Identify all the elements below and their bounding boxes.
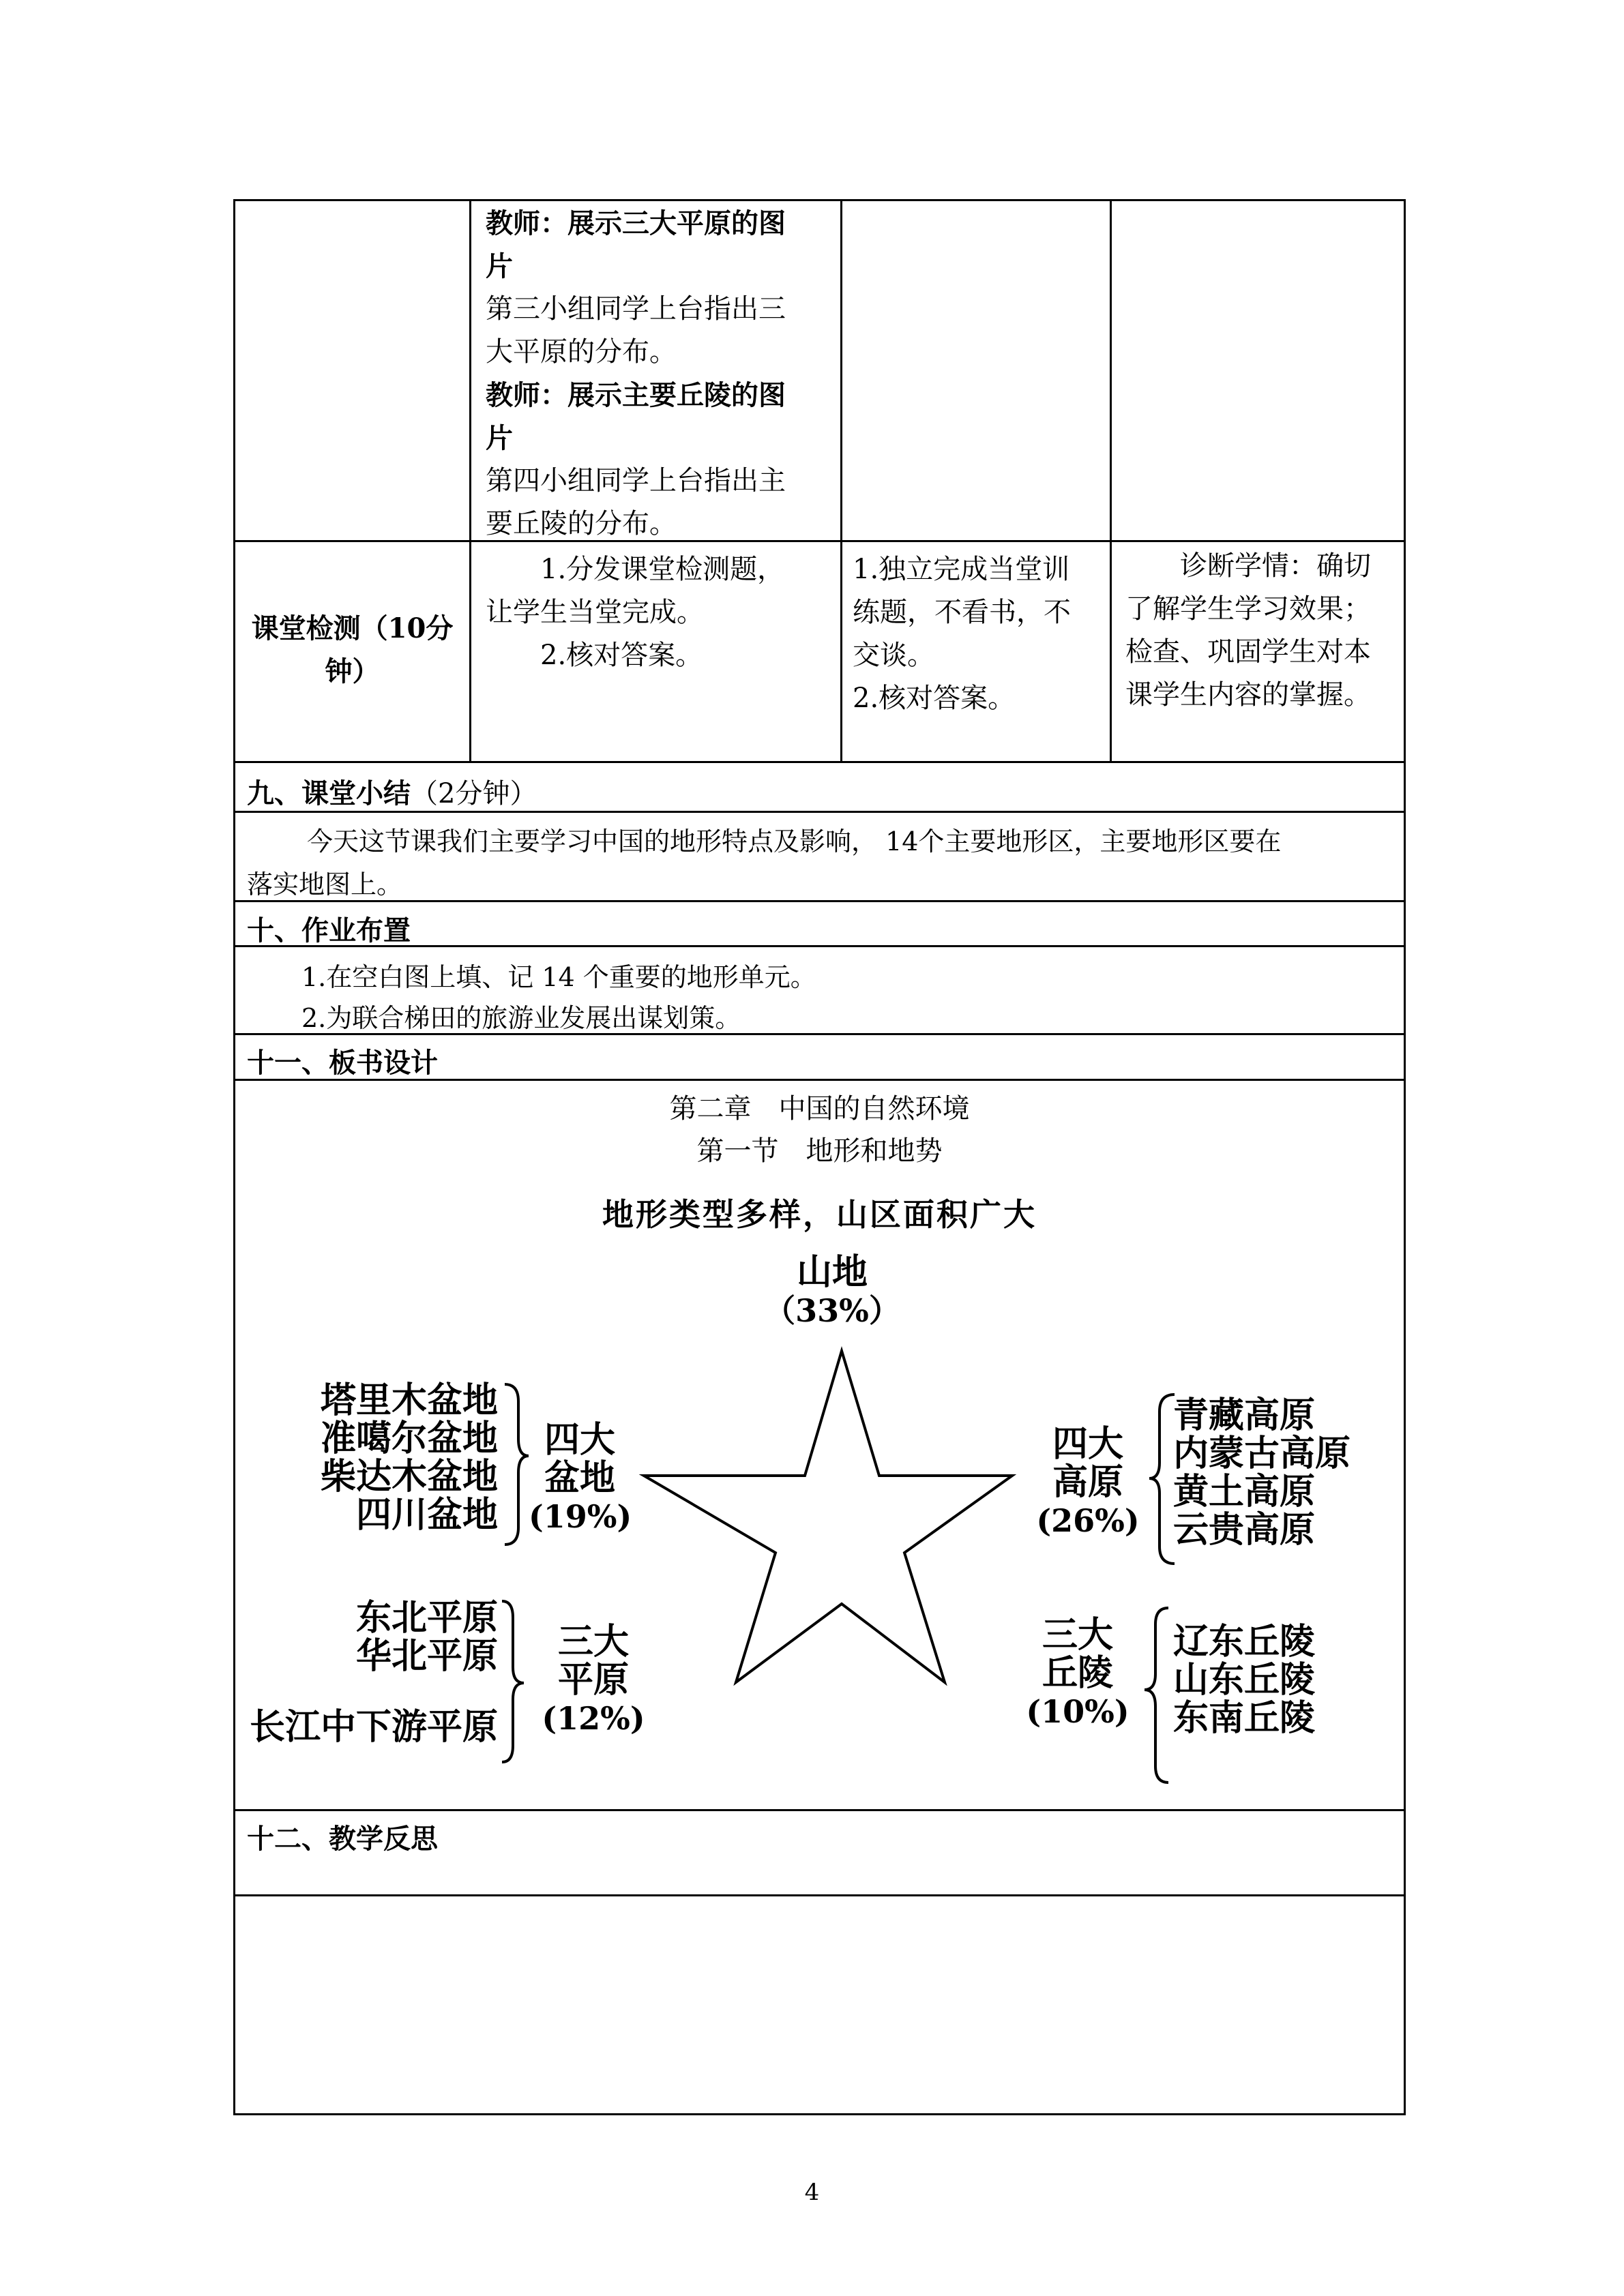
teacher-line: 大平原的分布。	[486, 336, 677, 368]
mountain-percent: （33%）	[764, 1292, 900, 1329]
teacher-line: 第三小组同学上台指出三	[486, 293, 786, 325]
homework-heading: 十、作业布置	[247, 914, 411, 946]
basins-list	[225, 1382, 498, 1534]
plain-item: 华北平原	[355, 1635, 498, 1677]
hills-brace-icon	[1145, 1608, 1168, 1783]
summary-line: 今天这节课我们主要学习中国的地形特点及影响， 14个主要地形区，主要地形区要在	[307, 826, 1282, 856]
student-check-line: 练题，不看书，不	[853, 597, 1071, 628]
basins-label-line: 盆地	[544, 1457, 615, 1499]
teacher-line: 片	[486, 250, 513, 282]
plain-item: 东北平原	[355, 1597, 498, 1639]
plateau-item: 云贵高原	[1173, 1509, 1316, 1551]
stage-line: 钟）	[325, 655, 380, 687]
plains-percent: (12%)	[542, 1700, 645, 1737]
basin-item: 柴达木盆地	[320, 1456, 498, 1497]
plain-item: 长江中下游平原	[249, 1706, 498, 1748]
plateau-item: 黄土高原	[1173, 1471, 1316, 1512]
board-heading: 十一、板书设计	[247, 1047, 438, 1079]
teacher-check-line: 2.核对答案。	[540, 640, 703, 671]
plateaus-label-line: 四大	[1052, 1423, 1123, 1465]
plains-label	[539, 1623, 648, 1738]
basins-percent: (19%)	[529, 1498, 632, 1535]
summary-line: 落实地图上。	[247, 869, 403, 899]
hills-percent: (10%)	[1026, 1693, 1130, 1730]
student-check-line: 2.核对答案。	[853, 683, 1016, 714]
teacher-check-line: 让学生当堂完成。	[486, 597, 704, 628]
plateaus-brace-icon	[1149, 1395, 1175, 1564]
plateaus-label	[1030, 1425, 1146, 1540]
stage-line: 课堂检测（10分	[251, 612, 454, 644]
plains-brace-icon	[502, 1601, 524, 1762]
plateau-item: 内蒙古高原	[1173, 1433, 1351, 1474]
teacher-line: 教师：展示主要丘陵的图	[486, 379, 786, 411]
intent-line: 了解学生学习效果；	[1125, 593, 1371, 625]
plateau-item: 青藏高原	[1173, 1395, 1316, 1436]
plains-label-line: 三大	[557, 1621, 629, 1663]
student-check-line: 1.独立完成当堂训	[853, 554, 1070, 585]
teacher-line: 片	[486, 422, 513, 454]
teacher-line: 第四小组同学上台指出主	[486, 465, 786, 496]
basin-item: 四川盆地	[355, 1494, 498, 1536]
board-subject: 地形类型多样，山区面积广大	[602, 1196, 1037, 1233]
intent-line: 课学生内容的掌握。	[1125, 679, 1371, 711]
hill-item: 山东丘陵	[1173, 1659, 1316, 1701]
chapter-title: 第二章 中国的自然环境	[669, 1093, 970, 1124]
star-icon	[644, 1351, 1012, 1682]
intent-line: 检查、巩固学生对本	[1125, 636, 1371, 668]
hill-item: 辽东丘陵	[1173, 1621, 1316, 1663]
teacher-line: 教师：展示三大平原的图	[486, 207, 786, 239]
homework-line: 2.为联合梯田的旅游业发展出谋划策。	[301, 1003, 741, 1033]
plateaus-list	[1173, 1397, 1398, 1549]
basin-item: 塔里木盆地	[320, 1380, 498, 1421]
basins-label	[529, 1421, 631, 1536]
hills-list	[1173, 1623, 1398, 1738]
plains-label-line: 平原	[557, 1659, 629, 1701]
plateaus-label-line: 高原	[1052, 1461, 1123, 1503]
section-title: 第一节 地形和地势	[696, 1135, 943, 1167]
plateaus-percent: (26%)	[1036, 1502, 1140, 1539]
hills-label-line: 三大	[1042, 1614, 1113, 1656]
hills-label-line: 丘陵	[1042, 1652, 1113, 1694]
summary-heading-note: （2分钟）	[411, 778, 537, 809]
plains-list	[225, 1599, 498, 1746]
student-check-line: 交谈。	[853, 640, 934, 671]
intent-line: 诊断学情：确切	[1180, 550, 1371, 582]
basin-item: 准噶尔盆地	[320, 1418, 498, 1459]
basins-brace-icon	[505, 1384, 529, 1545]
teacher-check-line: 1.分发课堂检测题，	[540, 554, 785, 585]
homework-line: 1.在空白图上填、记 14 个重要的地形单元。	[301, 962, 816, 992]
hill-item: 东南丘陵	[1173, 1697, 1316, 1739]
reflection-heading: 十二、教学反思	[247, 1823, 438, 1855]
hills-label	[1020, 1616, 1136, 1731]
teacher-line: 要丘陵的分布。	[486, 508, 677, 539]
summary-heading-text: 九、课堂小结	[247, 777, 411, 809]
mountain-name: 山地	[796, 1251, 868, 1293]
page-number: 4	[804, 2179, 820, 2206]
basins-label-line: 四大	[544, 1419, 615, 1461]
